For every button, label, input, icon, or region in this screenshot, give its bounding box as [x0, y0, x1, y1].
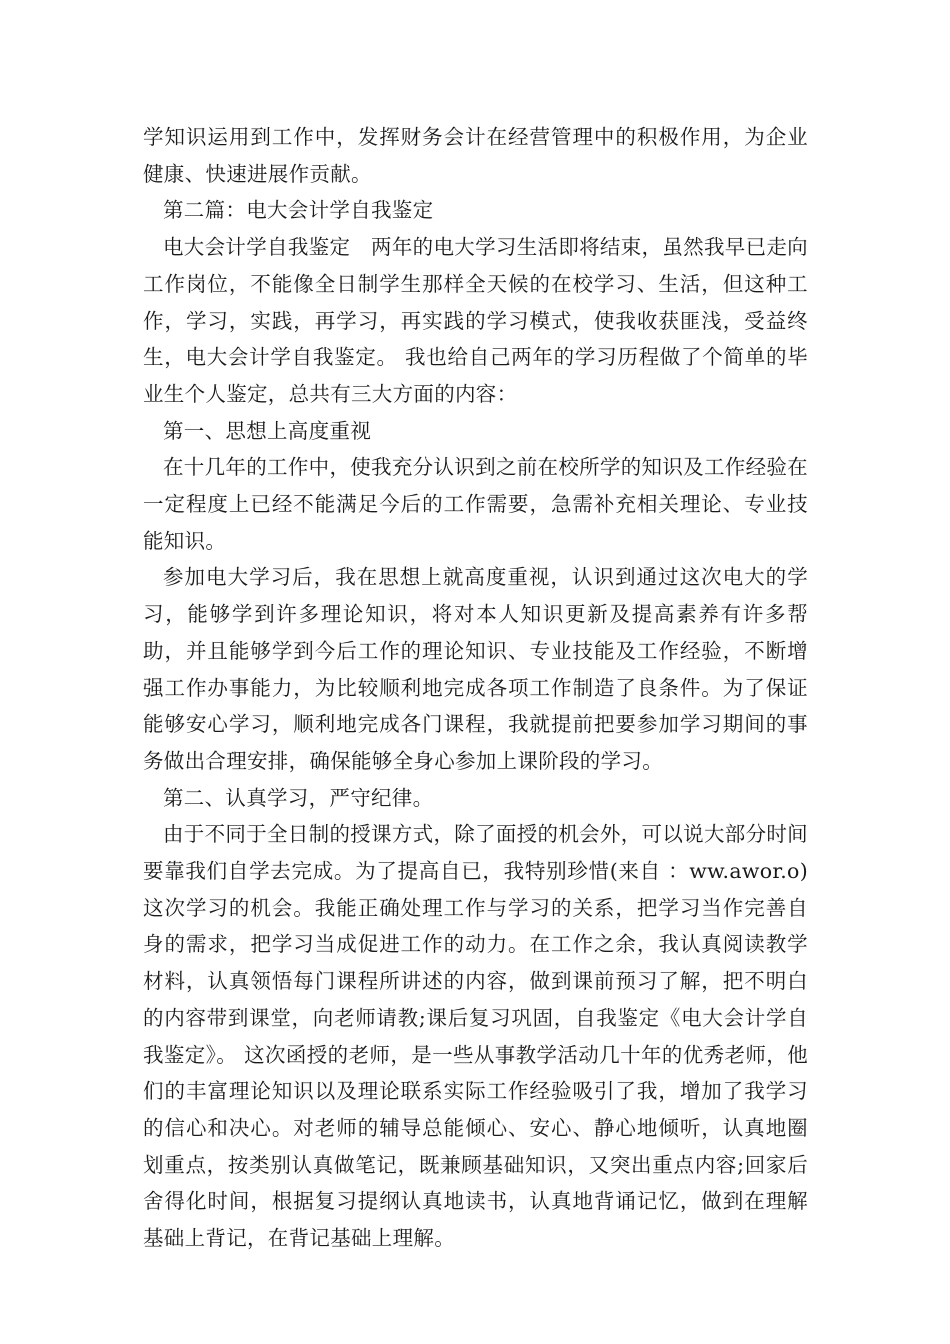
paragraph-second-body: 由于不同于全日制的授课方式，除了面授的机会外，可以说大部分时间要靠我们自学去完成。为了提高自已，我特别珍惜(来自 ：ww.awor.o)这次学习的机会。我能正确处理工作与学习的关系，把学习当作完善自身的需求，把学习当成促进工作的动力。在工作之余，我认真阅读教学材料，认真领悟每门课程所讲述的内容，做到课前预习了解，把不明白的内容带到课堂，向老师请教;课后复习巩固，自我鉴定《电大会计学自我鉴定》。 这次函授的老师，是一些从事教学活动几十年的优秀老师，他们的丰富理论知识以及理论联系实际工作经验吸引了我，增加了我学习的信心和决心。对老师的辅导总能倾心、安心、静心地倾听，认真地圈划重点，按类别认真做笔记，既兼顾基础知识，又突出重点内容;回家后舍得化时间，根据复习提纲认真地读书，认真地背诵记忆，做到在理解基础上背记，在背记基础上理解。 [143, 822, 808, 1251]
section-heading-second-part: 第二篇：电大会计学自我鉴定 [163, 198, 434, 223]
paragraph-intro: 电大会计学自我鉴定 两年的电大学习生活即将结束，虽然我早已走向工作岗位，不能像全日制学生那样全天候的在校学习、生活，但这种工作，学习，实践，再学习，再实践的学习模式，使我收获匪浅，受益终生，电大会计学自我鉴定。 我也给自己两年的学习历程做了个简单的毕业生个人鉴定，总共有三大方面的内容： [143, 235, 808, 406]
subheading-second: 第二、认真学习，严守纪律。 [163, 785, 434, 810]
paragraph-first-body-1: 在十几年的工作中，使我充分认识到之前在校所学的知识及工作经验在一定程度上已经不能满足今后的工作需要，急需补充相关理论、专业技能知识。 [143, 455, 808, 553]
subheading-first: 第一、思想上高度重视 [163, 418, 371, 443]
paragraph-first-body-2: 参加电大学习后，我在思想上就高度重视，认识到通过这次电大的学习，能够学到许多理论知识，将对本人知识更新及提高素养有许多帮助，并且能够学到今后工作的理论知识、专业技能及工作经验，不断增强工作办事能力，为比较顺利地完成各项工作制造了良条件。为了保证能够安心学习，顺利地完成各门课程，我就提前把要参加学习期间的事务做出合理安排，确保能够全身心参加上课阶段的学习。 [143, 565, 808, 773]
paragraph-1: 学知识运用到工作中，发挥财务会计在经营管理中的积极作用，为企业健康、快速进展作贡献。 [143, 125, 808, 186]
document-body [143, 119, 808, 1257]
